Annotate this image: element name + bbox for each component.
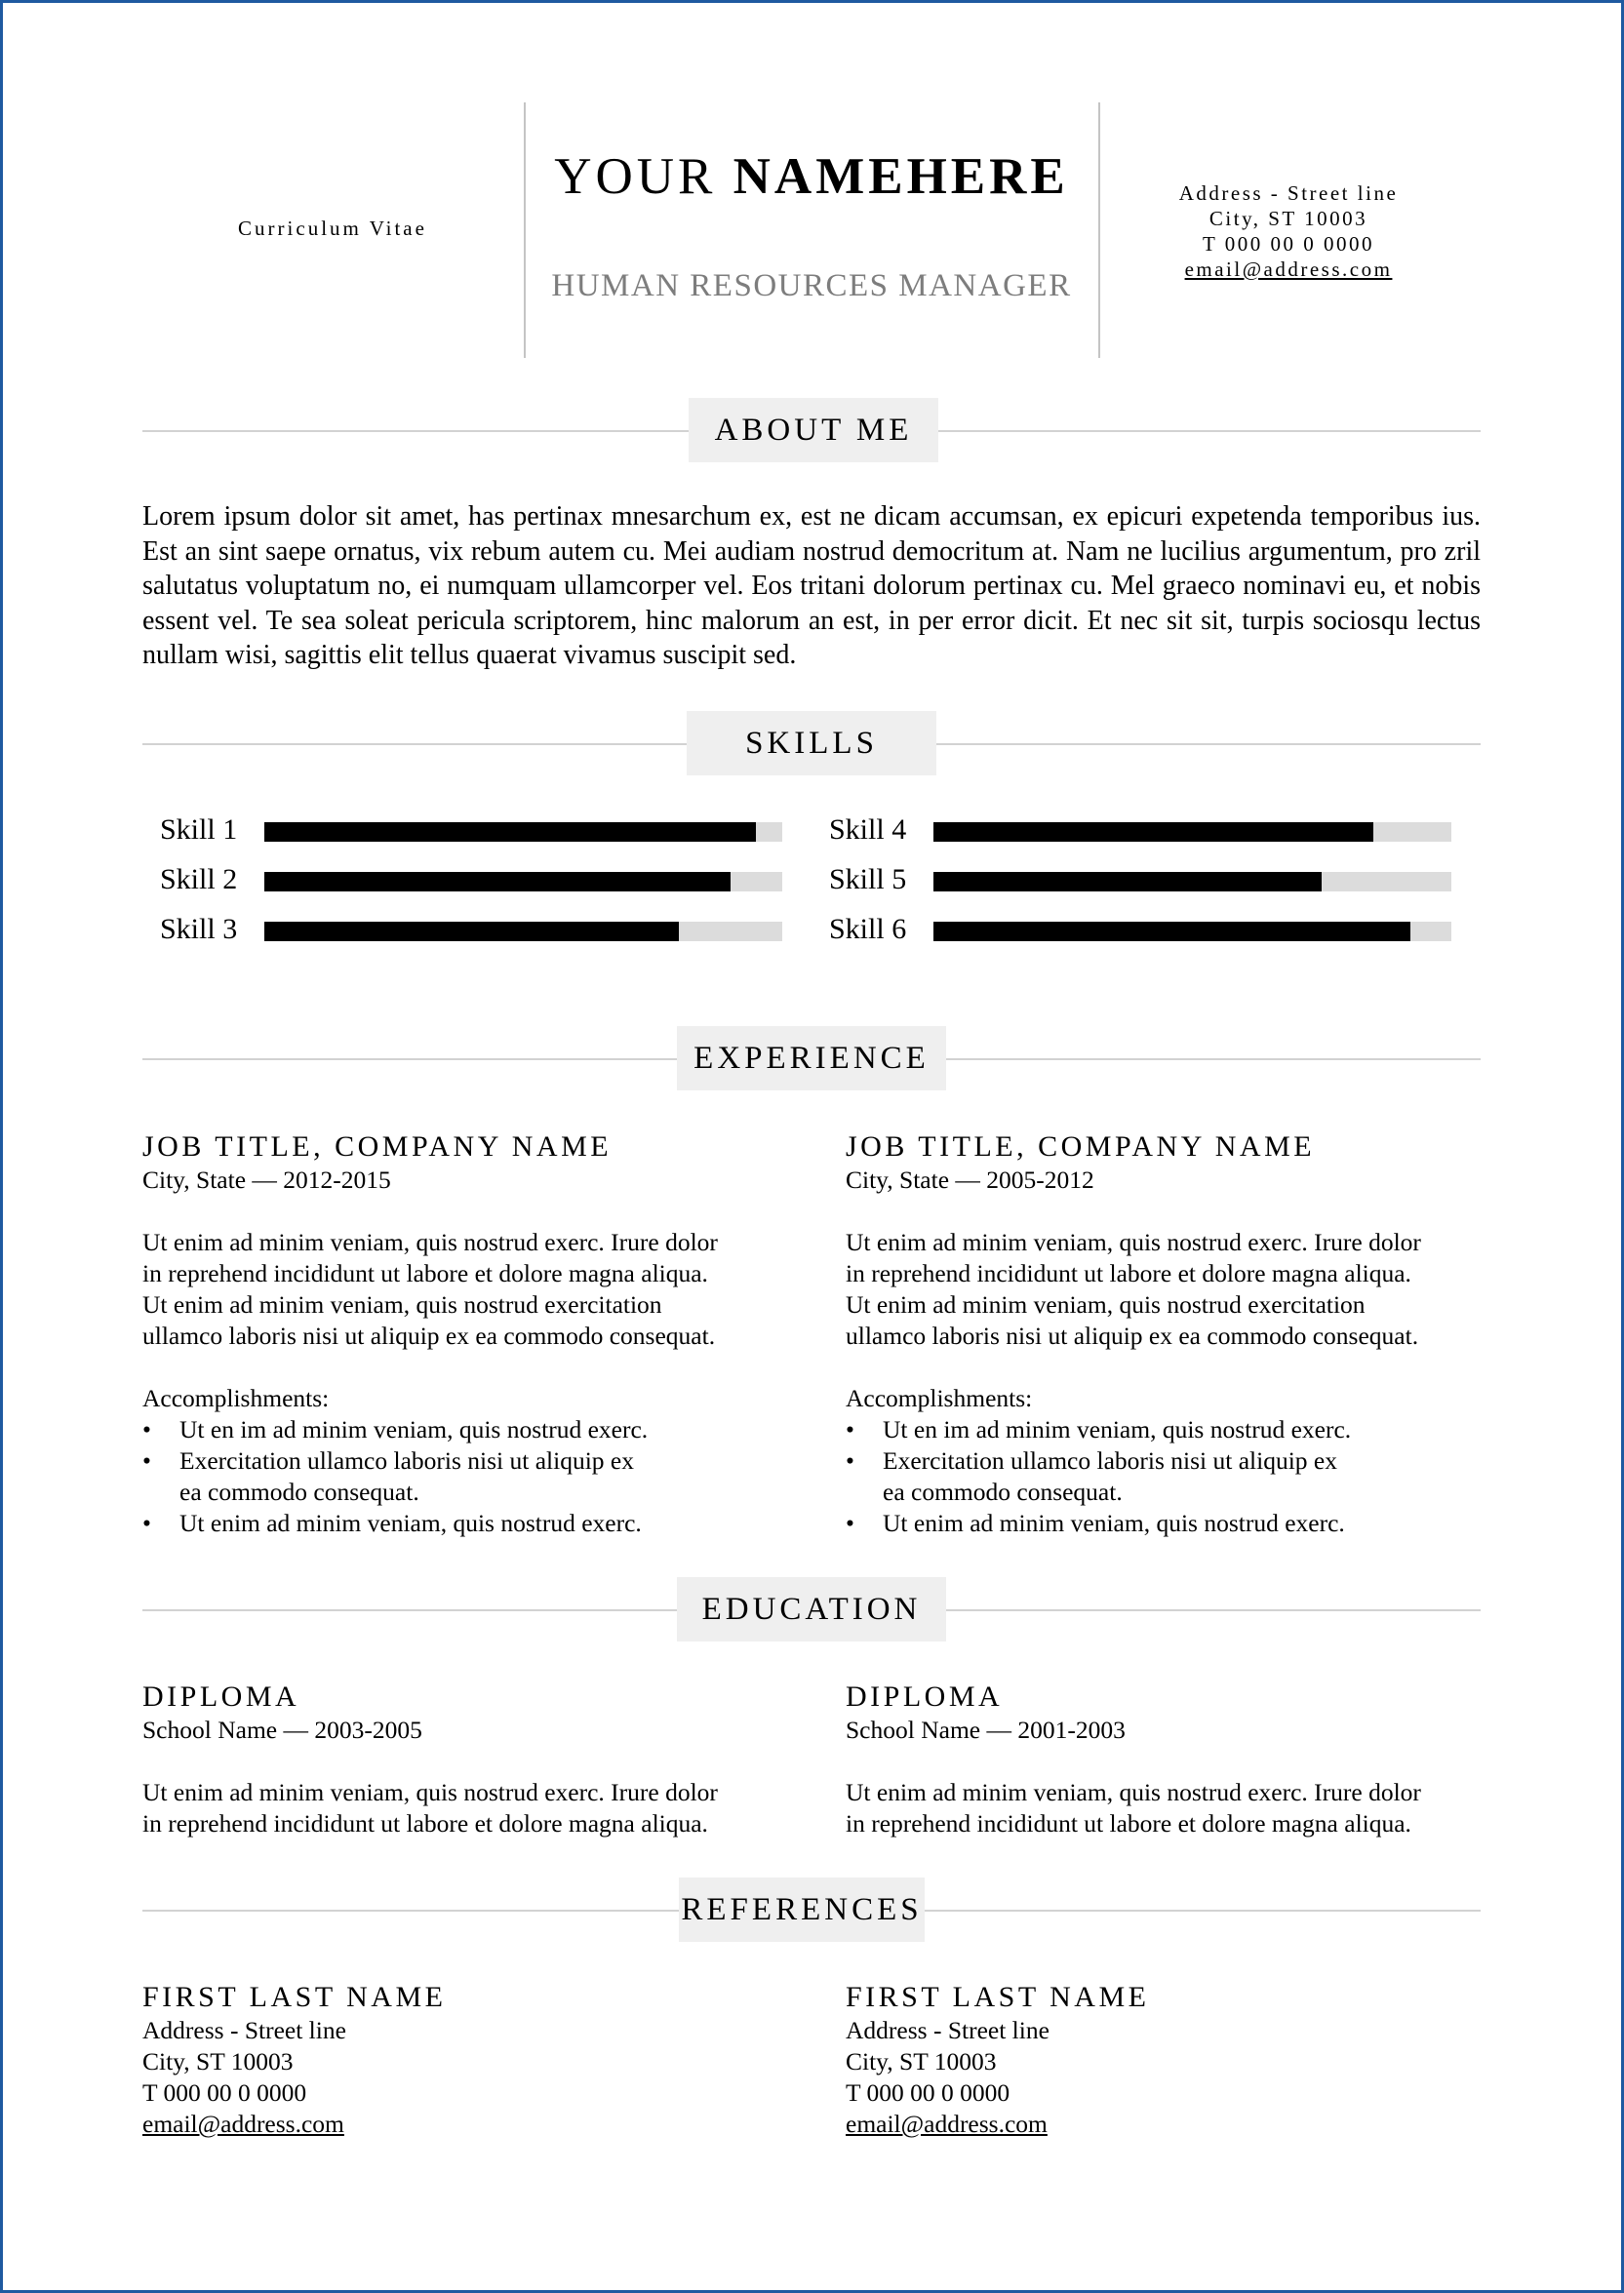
candidate-name bbox=[525, 148, 1098, 205]
education-desc-line: in reprehend incididunt ut labore et dolore magna aliqua. bbox=[846, 1809, 1411, 1838]
skill-bar-track bbox=[264, 922, 782, 941]
job-desc-line: ullamco laboris nisi ut aliquip ex ea commodo consequat. bbox=[142, 1322, 716, 1350]
section-header-experience bbox=[142, 1026, 1481, 1090]
skill-name: Skill 4 bbox=[829, 813, 907, 846]
name-first: YOUR bbox=[554, 148, 717, 205]
section-header-education bbox=[142, 1577, 1481, 1641]
school-meta: School Name — 2001-2003 bbox=[846, 1716, 1126, 1744]
skill-row bbox=[160, 863, 784, 896]
reference-phone: T 000 00 0 0000 bbox=[142, 2078, 307, 2107]
reference-city: City, ST 10003 bbox=[142, 2047, 294, 2076]
header-divider-right bbox=[1098, 102, 1100, 358]
skill-bar-track bbox=[264, 822, 782, 842]
reference-entry bbox=[846, 1980, 1509, 2140]
skill-name: Skill 5 bbox=[829, 863, 907, 895]
accomplishment-text: Exercitation ullamco laboris nisi ut aliquip ex ea commodo consequat. bbox=[179, 1446, 634, 1506]
skill-name: Skill 6 bbox=[829, 913, 907, 945]
bullet-icon: • bbox=[142, 1509, 151, 1537]
school-meta: School Name — 2003-2005 bbox=[142, 1716, 422, 1744]
name-last: NAMEHERE bbox=[733, 148, 1069, 205]
skill-bar-fill bbox=[933, 922, 1410, 941]
skill-name: Skill 3 bbox=[160, 913, 238, 945]
skill-bar-track bbox=[933, 822, 1451, 842]
contact-address: Address - Street line bbox=[1178, 181, 1399, 205]
skill-row bbox=[829, 913, 1453, 946]
accomplishment-text: Ut enim ad minim veniam, quis nostrud exerc. bbox=[883, 1509, 1345, 1537]
list-item bbox=[142, 1445, 806, 1508]
degree-title: DIPLOMA bbox=[142, 1680, 300, 1713]
job-title: JOB TITLE, COMPANY NAME bbox=[846, 1130, 1316, 1163]
job-desc-line: ullamco laboris nisi ut aliquip ex ea commodo consequat. bbox=[846, 1322, 1419, 1350]
reference-entry bbox=[142, 1980, 806, 2140]
about-text: Lorem ipsum dolor sit amet, has pertinax mnesarchum ex, est ne dicam accumsan, ex epicuri expetenda temporibus ius. Est an sint saepe ornatus, vix rebum autem cu. Mei audiam nostrud democritum at. Nam ne lucilius argumentum, pro zril salutatus voluptatum no, ei numquam ullamcorper vel. Eos tritani dolorum pertinax cu. Mel graeco nominavi eu, et nobis essent vel. Te sea soleat pericula scriptorem, hinc malorum an est, in per error dicit. Et nec sit sit, turpis sociosqu lectus nullam wisi, sagittis elit tellus quaerat vivamus suscipit sed. bbox=[142, 501, 1481, 670]
reference-city: City, ST 10003 bbox=[846, 2047, 997, 2076]
contact-phone: T 000 00 0 0000 bbox=[1203, 232, 1374, 256]
reference-email-link[interactable]: email@address.com bbox=[142, 2110, 344, 2138]
reference-name: FIRST LAST NAME bbox=[142, 1981, 447, 2013]
list-item bbox=[142, 1414, 806, 1445]
section-title-education: EDUCATION bbox=[677, 1577, 946, 1641]
skill-row bbox=[829, 863, 1453, 896]
contact-email-link[interactable]: email@address.com bbox=[1184, 257, 1393, 281]
accomplishment-text: Ut en im ad minim veniam, quis nostrud exerc. bbox=[179, 1415, 649, 1443]
education-desc-line: Ut enim ad minim veniam, quis nostrud exerc. Irure dolor bbox=[846, 1778, 1421, 1806]
skill-bar-fill bbox=[264, 922, 679, 941]
job-meta: City, State — 2005-2012 bbox=[846, 1166, 1094, 1194]
section-header-references bbox=[142, 1878, 1481, 1942]
skill-bar-fill bbox=[264, 822, 756, 842]
section-header-about bbox=[142, 398, 1481, 462]
job-desc-line: in reprehend incididunt ut labore et dolore magna aliqua. bbox=[142, 1259, 708, 1287]
education-entry bbox=[846, 1680, 1509, 1839]
bullet-icon: • bbox=[846, 1446, 854, 1475]
accomplishment-text: Ut enim ad minim veniam, quis nostrud exerc. bbox=[179, 1509, 642, 1537]
header-contact bbox=[1102, 180, 1475, 282]
accomplishments-list bbox=[142, 1414, 806, 1539]
skill-name: Skill 2 bbox=[160, 863, 238, 895]
job-title: JOB TITLE, COMPANY NAME bbox=[142, 1130, 613, 1163]
job-desc-line: Ut enim ad minim veniam, quis nostrud exercitation bbox=[846, 1290, 1366, 1319]
header-divider-left bbox=[524, 102, 526, 358]
education-desc-line: in reprehend incididunt ut labore et dolore magna aliqua. bbox=[142, 1809, 708, 1838]
degree-title: DIPLOMA bbox=[846, 1680, 1004, 1713]
list-item bbox=[846, 1414, 1509, 1445]
section-title-about: ABOUT ME bbox=[689, 398, 938, 462]
bullet-icon: • bbox=[846, 1509, 854, 1537]
job-meta: City, State — 2012-2015 bbox=[142, 1166, 391, 1194]
bullet-icon: • bbox=[142, 1446, 151, 1475]
accomplishment-text: Exercitation ullamco laboris nisi ut aliquip ex ea commodo consequat. bbox=[883, 1446, 1337, 1506]
education-desc-line: Ut enim ad minim veniam, quis nostrud exerc. Irure dolor bbox=[142, 1778, 718, 1806]
bullet-icon: • bbox=[142, 1415, 151, 1443]
experience-entry bbox=[142, 1129, 806, 1539]
skill-bar-fill bbox=[933, 872, 1322, 891]
section-title-experience: EXPERIENCE bbox=[677, 1026, 946, 1090]
skill-row bbox=[160, 913, 784, 946]
skill-bar-fill bbox=[264, 872, 731, 891]
job-desc-line: in reprehend incididunt ut labore et dolore magna aliqua. bbox=[846, 1259, 1411, 1287]
skill-bar-track bbox=[933, 872, 1451, 891]
section-title-skills: SKILLS bbox=[687, 711, 936, 775]
reference-email-link[interactable]: email@address.com bbox=[846, 2110, 1048, 2138]
job-desc-line: Ut enim ad minim veniam, quis nostrud exerc. Irure dolor bbox=[846, 1228, 1421, 1256]
skill-row bbox=[829, 813, 1453, 847]
accomplishments-label: Accomplishments: bbox=[846, 1384, 1033, 1412]
education-entry bbox=[142, 1680, 806, 1839]
list-item bbox=[846, 1508, 1509, 1539]
reference-address: Address - Street line bbox=[142, 2016, 346, 2044]
bullet-icon: • bbox=[846, 1415, 854, 1443]
list-item bbox=[142, 1508, 806, 1539]
skill-bar-fill bbox=[933, 822, 1373, 842]
skill-name: Skill 1 bbox=[160, 813, 238, 846]
experience-entry bbox=[846, 1129, 1509, 1539]
section-header-skills bbox=[142, 711, 1481, 775]
section-title-references: REFERENCES bbox=[679, 1878, 925, 1942]
reference-address: Address - Street line bbox=[846, 2016, 1050, 2044]
job-desc-line: Ut enim ad minim veniam, quis nostrud exercitation bbox=[142, 1290, 662, 1319]
skill-row bbox=[160, 813, 784, 847]
accomplishments-label: Accomplishments: bbox=[142, 1384, 330, 1412]
reference-phone: T 000 00 0 0000 bbox=[846, 2078, 1010, 2107]
reference-name: FIRST LAST NAME bbox=[846, 1981, 1150, 2013]
job-role: HUMAN RESOURCES MANAGER bbox=[551, 268, 1072, 303]
accomplishment-text: Ut en im ad minim veniam, quis nostrud exerc. bbox=[883, 1415, 1352, 1443]
skill-bar-track bbox=[264, 872, 782, 891]
job-desc-line: Ut enim ad minim veniam, quis nostrud exerc. Irure dolor bbox=[142, 1228, 718, 1256]
accomplishments-list bbox=[846, 1414, 1509, 1539]
document-label: Curriculum Vitae bbox=[238, 217, 427, 240]
contact-city: City, ST 10003 bbox=[1208, 207, 1368, 230]
list-item bbox=[846, 1445, 1509, 1508]
skill-bar-track bbox=[933, 922, 1451, 941]
